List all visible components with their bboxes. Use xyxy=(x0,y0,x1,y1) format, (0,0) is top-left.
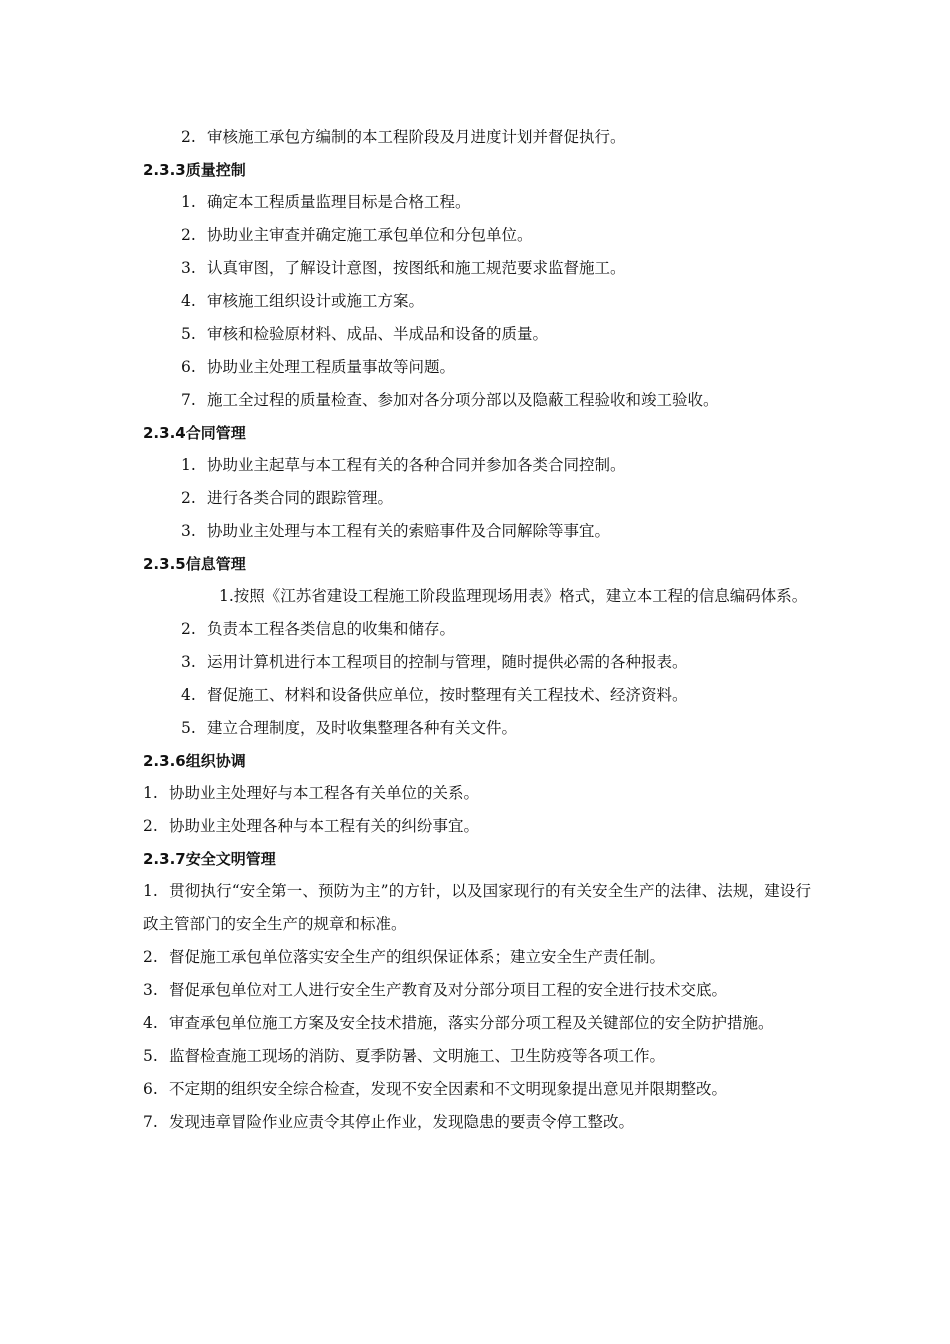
item-text: 督促施工、材料和设备供应单位，按时整理有关工程技术、经济资料。 xyxy=(207,686,688,704)
list-item xyxy=(143,252,811,285)
list-item xyxy=(143,777,811,810)
item-number: 3. xyxy=(143,981,158,999)
item-text: 督促施工承包单位落实安全生产的组织保证体系；建立安全生产责任制。 xyxy=(169,948,666,966)
item-text: 运用计算机进行本工程项目的控制与管理，随时提供必需的各种报表。 xyxy=(207,653,688,671)
item-number: 2. xyxy=(181,226,196,244)
list-item xyxy=(143,285,811,318)
item-text: 建立合理制度，及时收集整理各种有关文件。 xyxy=(207,719,518,737)
item-text: 确定本工程质量监理目标是合格工程。 xyxy=(207,193,471,211)
item-text: 负责本工程各类信息的收集和储存。 xyxy=(207,620,456,638)
list-item xyxy=(143,351,811,384)
list-item xyxy=(143,580,811,613)
item-number: 7. xyxy=(143,1113,158,1131)
list-item xyxy=(143,219,811,252)
item-number: 7. xyxy=(181,391,196,409)
item-text: 按照《江苏省建设工程施工阶段监理现场用表》格式，建立本工程的信息编码体系。 xyxy=(233,587,808,605)
section-heading-contract-management: 2.3.4合同管理 xyxy=(143,424,246,442)
section-heading-safety-management: 2.3.7安全文明管理 xyxy=(143,850,276,868)
list-item xyxy=(143,646,811,679)
list-item xyxy=(143,810,811,843)
list-item xyxy=(143,613,811,646)
item-number: 1. xyxy=(219,587,234,605)
item-number: 4. xyxy=(143,1014,158,1032)
list-item xyxy=(143,318,811,351)
item-text: 不定期的组织安全综合检查，发现不安全因素和不文明现象提出意见并限期整改。 xyxy=(169,1080,728,1098)
item-text: 审核施工承包方编制的本工程阶段及月进度计划并督促执行。 xyxy=(207,128,626,146)
item-text: 审核和检验原材料、成品、半成品和设备的质量。 xyxy=(207,325,549,343)
item-text: 协助业主处理各种与本工程有关的纠纷事宜。 xyxy=(169,817,480,835)
item-text: 进行各类合同的跟踪管理。 xyxy=(207,489,394,507)
list-item xyxy=(143,1106,811,1139)
item-text: 协助业主处理工程质量事故等问题。 xyxy=(207,358,456,376)
list-item xyxy=(143,121,811,154)
item-number: 6. xyxy=(143,1080,158,1098)
item-number: 6. xyxy=(181,358,196,376)
item-number: 2. xyxy=(143,948,158,966)
item-text: 协助业主处理好与本工程各有关单位的关系。 xyxy=(169,784,480,802)
section-heading-quality-control: 2.3.3质量控制 xyxy=(143,161,246,179)
item-number: 3. xyxy=(181,522,196,540)
section-heading-information-management: 2.3.5信息管理 xyxy=(143,555,246,573)
document-content xyxy=(143,121,811,1139)
item-text: 协助业主审查并确定施工承包单位和分包单位。 xyxy=(207,226,533,244)
item-number: 1. xyxy=(181,456,196,474)
list-item xyxy=(143,941,811,974)
item-number: 2. xyxy=(181,489,196,507)
item-text: 发现违章冒险作业应责令其停止作业，发现隐患的要责令停工整改。 xyxy=(169,1113,635,1131)
item-text: 协助业主起草与本工程有关的各种合同并参加各类合同控制。 xyxy=(207,456,626,474)
list-item xyxy=(143,186,811,219)
item-number: 5. xyxy=(181,719,196,737)
list-item xyxy=(143,679,811,712)
section-heading-coordination: 2.3.6组织协调 xyxy=(143,752,246,770)
list-item xyxy=(143,712,811,745)
item-text: 监督检查施工现场的消防、夏季防暑、文明施工、卫生防疫等各项工作。 xyxy=(169,1047,666,1065)
item-number: 1. xyxy=(143,784,158,802)
list-item xyxy=(143,1073,811,1106)
item-number: 4. xyxy=(181,686,196,704)
list-item xyxy=(143,482,811,515)
item-text: 督促承包单位对工人进行安全生产教育及对分部分项目工程的安全进行技术交底。 xyxy=(169,981,728,999)
item-number: 5. xyxy=(181,325,196,343)
list-item xyxy=(143,1040,811,1073)
list-item xyxy=(143,875,811,941)
list-item xyxy=(143,384,811,417)
item-number: 5. xyxy=(143,1047,158,1065)
item-text: 认真审图，了解设计意图，按图纸和施工规范要求监督施工。 xyxy=(207,259,626,277)
item-number: 3. xyxy=(181,259,196,277)
item-number: 3. xyxy=(181,653,196,671)
list-item xyxy=(143,1007,811,1040)
item-text: 审查承包单位施工方案及安全技术措施，落实分部分项工程及关键部位的安全防护措施。 xyxy=(169,1014,774,1032)
item-number: 4. xyxy=(181,292,196,310)
item-text: 贯彻执行“安全第一、预防为主”的方针，以及国家现行的有关安全生产的法律、法规，建设行政主管部门的安全生产的规章和标准。 xyxy=(143,882,811,933)
list-item xyxy=(143,449,811,482)
item-number: 2. xyxy=(181,620,196,638)
item-text: 施工全过程的质量检查、参加对各分项分部以及隐蔽工程验收和竣工验收。 xyxy=(207,391,719,409)
item-text: 审核施工组织设计或施工方案。 xyxy=(207,292,425,310)
list-item xyxy=(143,515,811,548)
list-item xyxy=(143,974,811,1007)
item-number: 1. xyxy=(143,882,158,900)
item-text: 协助业主处理与本工程有关的索赔事件及合同解除等事宜。 xyxy=(207,522,611,540)
item-number: 2. xyxy=(181,128,196,146)
item-number: 2. xyxy=(143,817,158,835)
item-number: 1. xyxy=(181,193,196,211)
